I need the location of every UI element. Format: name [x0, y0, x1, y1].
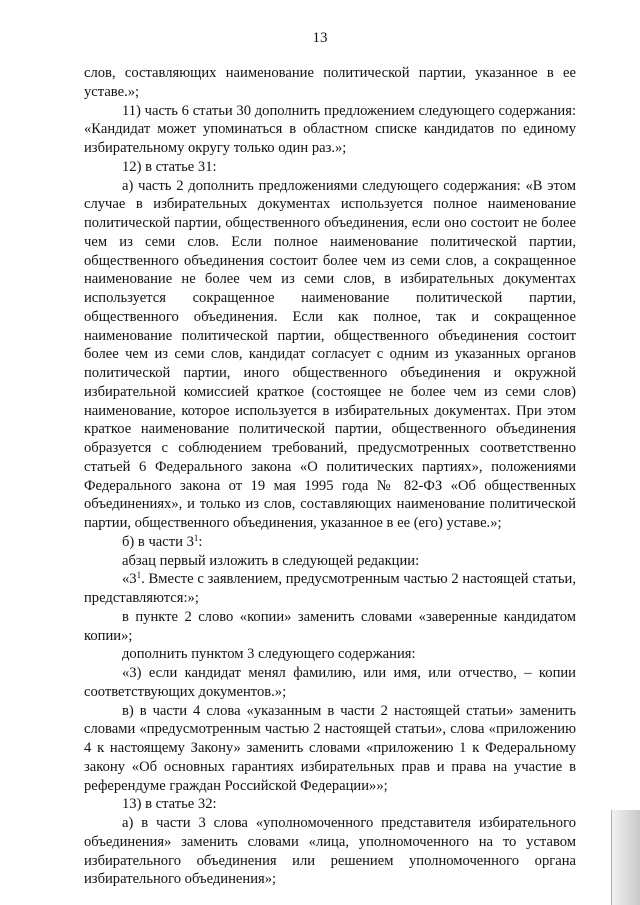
page-number: 13 [312, 30, 328, 46]
document-body [84, 64, 576, 889]
paragraph: а) в части 3 слова «уполномоченного представителя избирательного объединения» заменить словами «лица, уполномоченного на то уставом избирательного объединения или решением уполномоченного органа избирательного объединения»; [84, 815, 576, 888]
paragraph: 11) часть 6 статьи 30 дополнить предложением следующего содержания: «Кандидат может упоминаться в областном списке кандидатов по единому избирательному округу только один раз.»; [84, 102, 576, 156]
paragraph: а) часть 2 дополнить предложениями следующего содержания: «В этом случае в избирательных документах используется полное наименование политической партии, общественного объединения, если оно состоит не более чем из семи слов. Если полное наименование политической партии, общественного объединения состоит более чем из семи слов, а сокращенное наименование не более чем из семи слов, в избирательных документах используется сокращенное наименование политической партии, общественного объединения. Если как полное, так и сокращенное наименование политической партии, общественного объединения состоит более чем из семи слов, кандидат согласует с одним из указанных органов политической партии, иного общественного объединения и окружной избирательной комиссией краткое (состоящее не более чем из семи слов) наименование, которое используется в избирательных документах. При этом краткое наименование политической партии, общественного объединения образуется с соблюдением требований, предусмотренных соответственно статьей 6 Федерального закона «О политических партиях», положениями Федерального закона от 19 мая 1995 года № 82-ФЗ «Об общественных объединениях», и только из слов, составляющих наименование политической партии, общественного объединения, указанное в ее (его) уставе.»; [84, 177, 576, 531]
paragraph: слов, составляющих наименование политической партии, указанное в ее уставе.»; [84, 65, 576, 100]
paragraph [84, 533, 576, 552]
paragraph: 12) в статье 31: [122, 158, 217, 175]
superscript: 1 [193, 532, 199, 543]
superscript: 1 [136, 570, 142, 581]
paragraph: «3) если кандидат менял фамилию, или имя, или отчество, – копии соответствующих документов.»; [84, 665, 576, 700]
paragraph-text: б) в части 3 [122, 533, 194, 550]
paragraph [84, 570, 576, 608]
scan-edge-shadow [611, 810, 640, 905]
paragraph: абзац первый изложить в следующей редакции: [122, 552, 420, 569]
paragraph-text: «3 [122, 571, 137, 588]
paragraph-text: . Вместе с заявлением, предусмотренным частью 2 настоящей статьи, представляются:»; [84, 571, 576, 606]
paragraph: 13) в статье 32: [122, 796, 217, 813]
paragraph: в) в части 4 слова «указанным в части 2 настоящей статьи» заменить словами «предусмотренным частью 2 настоящей статьи», слова «приложению 4 к настоящему Закону» заменить словами «приложению 1 к Федеральному закону «Об основных гарантиях избирательных прав и права на участие в референдуме граждан Российской Федерации»»; [84, 702, 576, 794]
paragraph-text: : [198, 533, 203, 550]
paragraph: дополнить пунктом 3 следующего содержания: [122, 646, 416, 663]
paragraph: в пункте 2 слово «копии» заменить словами «заверенные кандидатом копии»; [84, 608, 576, 644]
